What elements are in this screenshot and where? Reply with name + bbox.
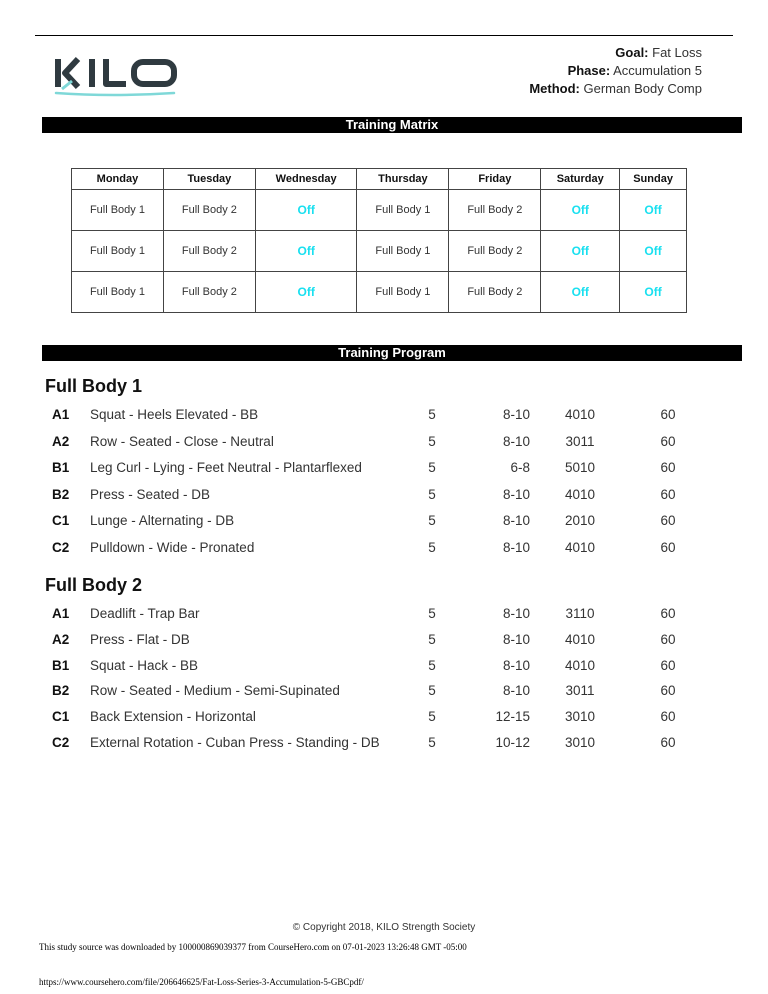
exercise-tempo: 2010 [564,513,596,528]
matrix-cell: Full Body 2 [163,272,255,313]
source-url: https://www.coursehero.com/file/206646625/Fat-Loss-Series-3-Accumulation-5-GBCpdf/ [39,977,364,987]
exercise-sets: 5 [428,433,436,449]
matrix-day-header: Saturday [541,169,620,190]
exercise-reps: 8-10 [502,631,530,647]
exercise-row [0,683,768,703]
matrix-cell: Full Body 2 [449,190,541,231]
exercise-sets: 5 [428,657,436,673]
exercise-reps: 8-10 [502,486,530,502]
exercise-row [0,658,768,678]
matrix-cell: Off [620,272,687,313]
exercise-rest: 60 [660,631,676,647]
exercise-tempo: 3010 [564,709,596,725]
exercise-reps: 8-10 [502,606,530,621]
exercise-tempo: 4010 [564,486,596,502]
matrix-cell: Off [255,272,357,313]
exercise-code: C2 [52,735,70,750]
exercise-name: Squat - Heels Elevated - BB [90,407,259,422]
exercise-rest: 60 [660,513,676,528]
exercise-rest: 60 [660,460,676,475]
matrix-cell: Full Body 1 [72,272,164,313]
matrix-day-header: Tuesday [163,169,255,190]
exercise-code: A2 [52,631,70,647]
matrix-cell: Off [620,231,687,272]
exercise-row [0,407,768,427]
exercise-row [0,487,768,507]
exercise-reps: 8-10 [502,539,530,555]
exercise-sets: 5 [428,407,436,422]
exercise-rest: 60 [660,735,676,750]
matrix-cell: Full Body 2 [163,190,255,231]
exercise-code: A1 [52,606,70,621]
exercise-rest: 60 [660,433,676,449]
exercise-sets: 5 [428,460,436,475]
exercise-name: External Rotation - Cuban Press - Standing - DB [90,735,380,750]
exercise-sets: 5 [428,709,436,725]
exercise-code: C1 [52,513,70,528]
exercise-tempo: 3010 [564,735,596,750]
section-title: Full Body 1 [45,376,143,396]
exercise-rest: 60 [660,709,676,725]
exercise-sets: 5 [428,631,436,647]
exercise-row [0,513,768,533]
matrix-row [72,190,687,231]
matrix-cell: Off [255,231,357,272]
exercise-name: Row - Seated - Medium - Semi-Supinated [90,683,340,699]
training-matrix-title: Training Matrix [42,117,742,133]
phase-line: Phase: Accumulation 5 [567,63,702,78]
exercise-tempo: 4010 [564,407,596,422]
matrix-cell: Off [541,272,620,313]
exercise-code: A1 [52,407,70,422]
exercise-row [0,460,768,480]
matrix-day-header: Thursday [357,169,449,190]
source-note: This study source was downloaded by 100000869039377 from CourseHero.com on 07-01-2023 13:26:48 GMT -05:00 [39,942,467,952]
exercise-reps: 8-10 [502,657,530,673]
program-meta [529,44,702,98]
kilo-logo [52,53,180,97]
matrix-day-header: Monday [72,169,164,190]
exercise-sets: 5 [428,606,436,621]
matrix-cell: Full Body 2 [449,231,541,272]
exercise-rest: 60 [660,407,676,422]
exercise-sets: 5 [428,513,436,528]
exercise-sets: 5 [428,486,436,502]
exercise-name: Press - Seated - DB [90,486,211,502]
exercise-rest: 60 [660,683,676,699]
top-rule [35,35,733,36]
exercise-tempo: 3011 [565,433,595,449]
training-program-title: Training Program [42,345,742,361]
exercise-sets: 5 [428,735,436,750]
exercise-reps: 8-10 [502,433,530,449]
matrix-row [72,272,687,313]
exercise-rest: 60 [660,606,676,621]
exercise-code: B2 [52,486,70,502]
exercise-reps: 8-10 [502,407,530,422]
matrix-cell: Off [541,231,620,272]
matrix-cell: Full Body 1 [357,272,449,313]
exercise-row [0,632,768,652]
matrix-cell: Off [620,190,687,231]
section-title: Full Body 2 [45,575,143,595]
matrix-row [72,231,687,272]
matrix-cell: Off [255,190,357,231]
exercise-rest: 60 [660,486,676,502]
exercise-row [0,735,768,755]
matrix-cell: Full Body 1 [72,231,164,272]
exercise-row [0,540,768,560]
exercise-reps: 6-8 [510,460,530,475]
exercise-name: Deadlift - Trap Bar [90,606,200,621]
exercise-tempo: 5010 [564,460,596,475]
exercise-reps: 8-10 [502,683,530,699]
matrix-cell: Full Body 1 [357,231,449,272]
copyright: © Copyright 2018, KILO Strength Society [292,922,476,933]
matrix-cell: Full Body 2 [163,231,255,272]
exercise-code: B1 [52,657,70,673]
matrix-day-header: Wednesday [255,169,357,190]
exercise-code: B1 [52,460,70,475]
method-line: Method: German Body Comp [529,81,702,96]
exercise-tempo: 4010 [564,657,596,673]
matrix-cell: Full Body 2 [449,272,541,313]
exercise-name: Squat - Hack - BB [90,657,199,673]
exercise-row [0,434,768,454]
exercise-rest: 60 [660,657,676,673]
exercise-code: B2 [52,683,70,699]
exercise-tempo: 3011 [565,683,595,699]
exercise-name: Lunge - Alternating - DB [90,513,235,528]
exercise-name: Row - Seated - Close - Neutral [90,433,274,449]
matrix-cell: Full Body 1 [357,190,449,231]
exercise-name: Pulldown - Wide - Pronated [90,539,255,555]
exercise-row [0,606,768,626]
exercise-name: Press - Flat - DB [90,631,190,647]
training-matrix-table [71,168,687,313]
exercise-tempo: 3110 [565,606,595,621]
matrix-cell: Off [541,190,620,231]
exercise-sets: 5 [428,683,436,699]
matrix-cell: Full Body 1 [72,190,164,231]
exercise-reps: 10-12 [495,735,530,750]
exercise-code: C2 [52,539,70,555]
exercise-rest: 60 [660,539,676,555]
matrix-day-header: Friday [449,169,541,190]
matrix-day-header: Sunday [620,169,687,190]
goal-line: Goal: Fat Loss [615,45,702,60]
exercise-code: A2 [52,433,70,449]
exercise-name: Leg Curl - Lying - Feet Neutral - Plantarflexed [90,460,362,475]
exercise-name: Back Extension - Horizontal [90,709,256,725]
exercise-code: C1 [52,709,70,725]
exercise-reps: 8-10 [502,513,530,528]
exercise-tempo: 4010 [564,631,596,647]
exercise-tempo: 4010 [564,539,596,555]
exercise-row [0,709,768,729]
exercise-reps: 12-15 [495,709,530,725]
exercise-sets: 5 [428,539,436,555]
